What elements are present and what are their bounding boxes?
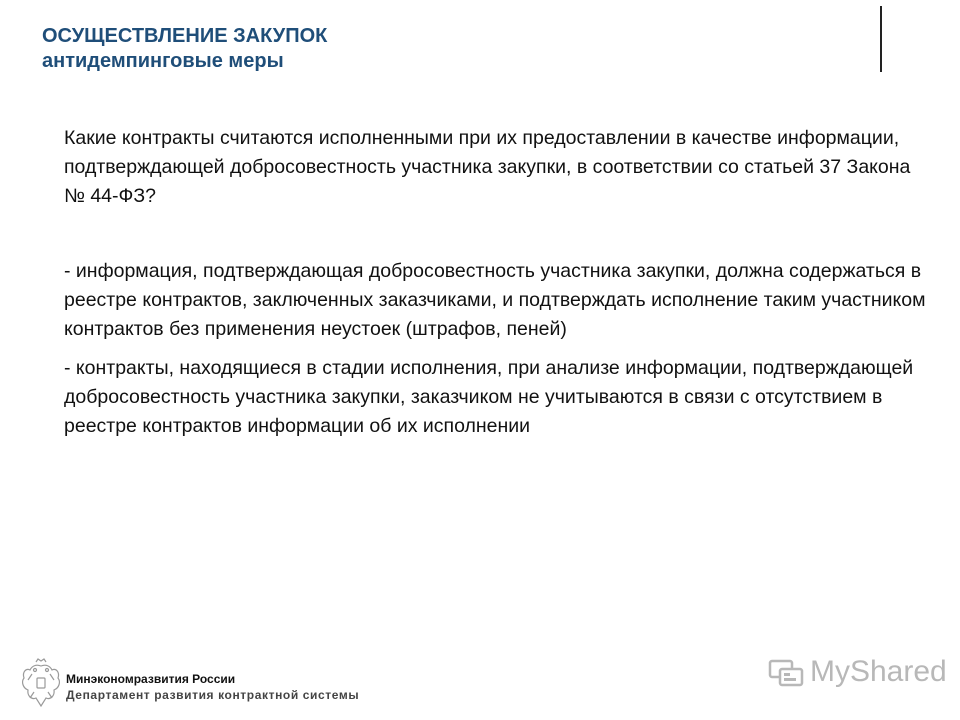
- watermark-text: MyShared: [810, 655, 947, 688]
- ministry-name: Минэкономразвития России: [66, 672, 236, 686]
- department-name: Департамент развития контрактной системы: [66, 688, 360, 702]
- coat-of-arms-icon: [18, 658, 64, 712]
- slide-content: [64, 124, 934, 451]
- myshared-logo-icon: [768, 655, 806, 689]
- answer-item: - информация, подтверждающая добросовестность участника закупки, должна содержаться в реестре контрактов, заключенных заказчиками, и подтверждать исполнение таким участником контрактов без применения неустоек (штрафов, пеней): [64, 260, 926, 340]
- watermark: [768, 652, 947, 692]
- slide-footer: [12, 652, 960, 720]
- question-text: Какие контракты считаются исполненными при их предоставлении в качестве информации, подтверждающей добросовестность участника закупки, в соответствии со статьей 37 Закона № 44-ФЗ?: [64, 127, 911, 207]
- slide-header: [42, 24, 327, 74]
- answer-item: - контракты, находящиеся в стадии исполнения, при анализе информации, подтверждающей добросовестность участника закупки, заказчиком не учитываются в связи с отсутствием в реестре контрактов информации об их исполнении: [64, 357, 914, 437]
- header-divider: [880, 6, 882, 72]
- slide-title: ОСУЩЕСТВЛЕНИЕ ЗАКУПОК: [42, 25, 328, 47]
- slide-subtitle: антидемпинговые меры: [42, 50, 284, 72]
